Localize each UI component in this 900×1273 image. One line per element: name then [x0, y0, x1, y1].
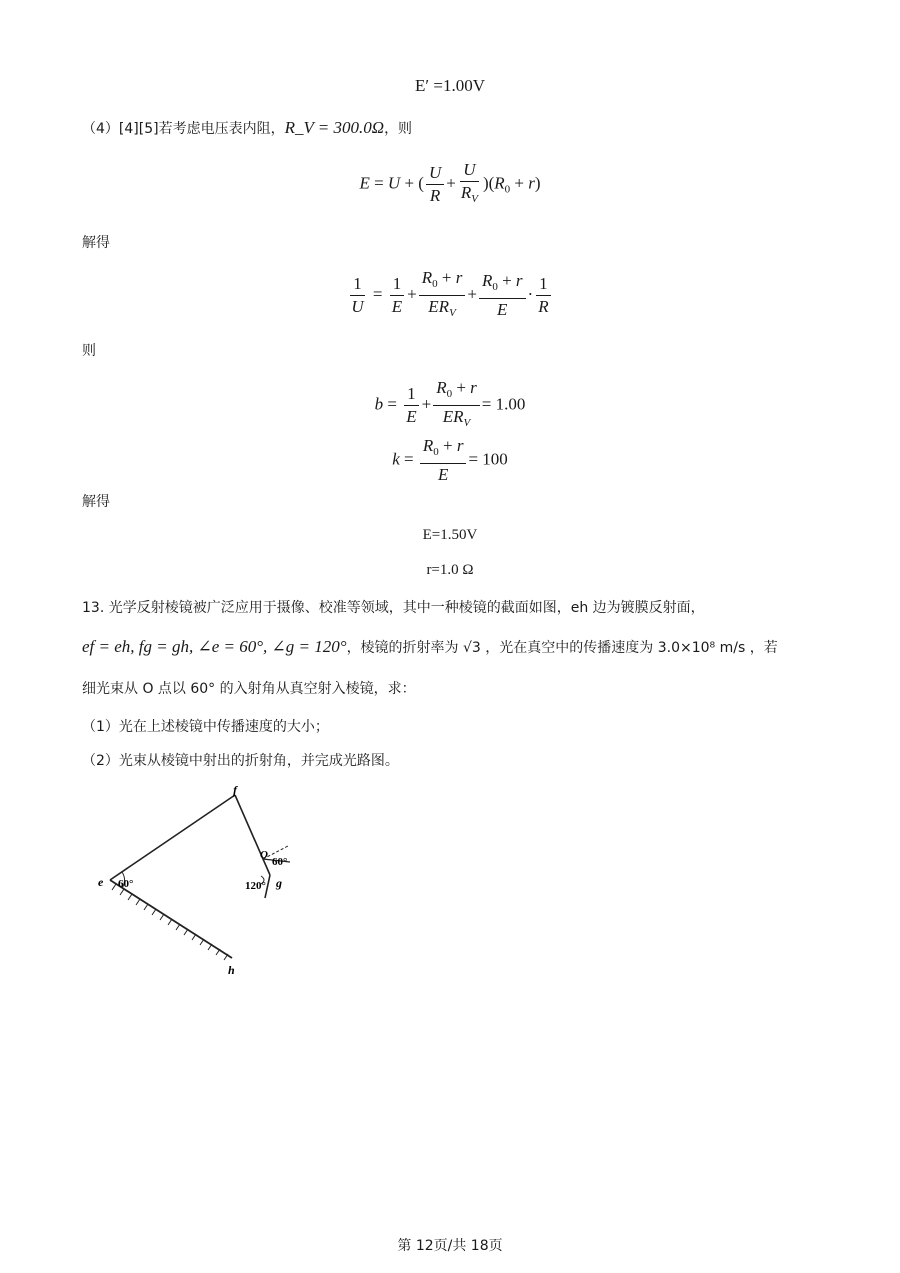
angle-e-label: 60° [118, 878, 134, 890]
label-h: h [228, 963, 235, 977]
result-e: E=1.50V [422, 527, 478, 543]
equation-4: k = $\frac{R_0 + r}{E}$ = 100 [392, 436, 508, 484]
rv-formula: R_V = 300.0Ω [284, 118, 385, 137]
solve-label-2: 解得 [82, 494, 110, 510]
solve-label-1: 解得 [82, 235, 110, 251]
edge-fg [235, 795, 270, 875]
angle-O-label: 60° [272, 856, 288, 868]
label-O: O [260, 849, 268, 861]
label-g: g [276, 876, 282, 890]
edge-eh [110, 880, 232, 958]
q13-sub-2: （2）光束从棱镜中射出的折射角，并完成光路图。 [82, 753, 399, 769]
item-4-suffix: ，则 [384, 121, 413, 137]
prism-figure [90, 780, 320, 990]
label-e: e [98, 875, 104, 889]
q13-conditions: ef = eh, fg = gh, ∠e = 60°, ∠g = 120° [82, 637, 347, 656]
q13-line-3: 细光束从 O 点以 60° 的入射角从真空射入棱镜，求： [82, 681, 416, 697]
item-4-prefix: （4）[4][5]若考虑电压表内阻， [82, 121, 285, 137]
q13-line-1: 13. 光学反射棱镜被广泛应用于摄像、校准等领域，其中一种棱镜的截面如图，eh 边为镀膜反射面， [82, 600, 705, 616]
mirror-hatching [112, 884, 228, 960]
equation-1: E = U + ( $\frac{U}{R}$ + $\frac{U}{R_V}$ )$(R_0 + r)$ [359, 160, 541, 205]
equation-3: b = $\frac{1}{E}$ + $\frac{R_0 + r}{ER_V}$ = 1.00 [374, 378, 526, 429]
q13-line-2 [82, 637, 778, 657]
equation-e-prime: E′ =1.00V [415, 76, 485, 95]
equation-2: $\frac{1}{U}$ = $\frac{1}{E}$ + $\frac{R_0 + r}{ER_V}$ + $\frac{R_0 + r}{E}$ · $\frac{1}{R}$ [0, 268, 900, 323]
edge-ef [110, 795, 235, 880]
page-footer: 第 12页/共 18页 [397, 1238, 503, 1254]
label-f: f [233, 783, 237, 797]
then-label: 则 [82, 343, 96, 359]
result-r: r=1.0 Ω [426, 562, 474, 578]
angle-g-label: 120° [245, 880, 266, 892]
q13-sub-1: （1）光在上述棱镜中传播速度的大小； [82, 719, 329, 735]
item-4-line [82, 118, 412, 138]
q13-line-2-text: ，棱镜的折射率为 √3 ，光在真空中的传播速度为 3.0×10⁸ m/s ，若 [346, 640, 778, 656]
